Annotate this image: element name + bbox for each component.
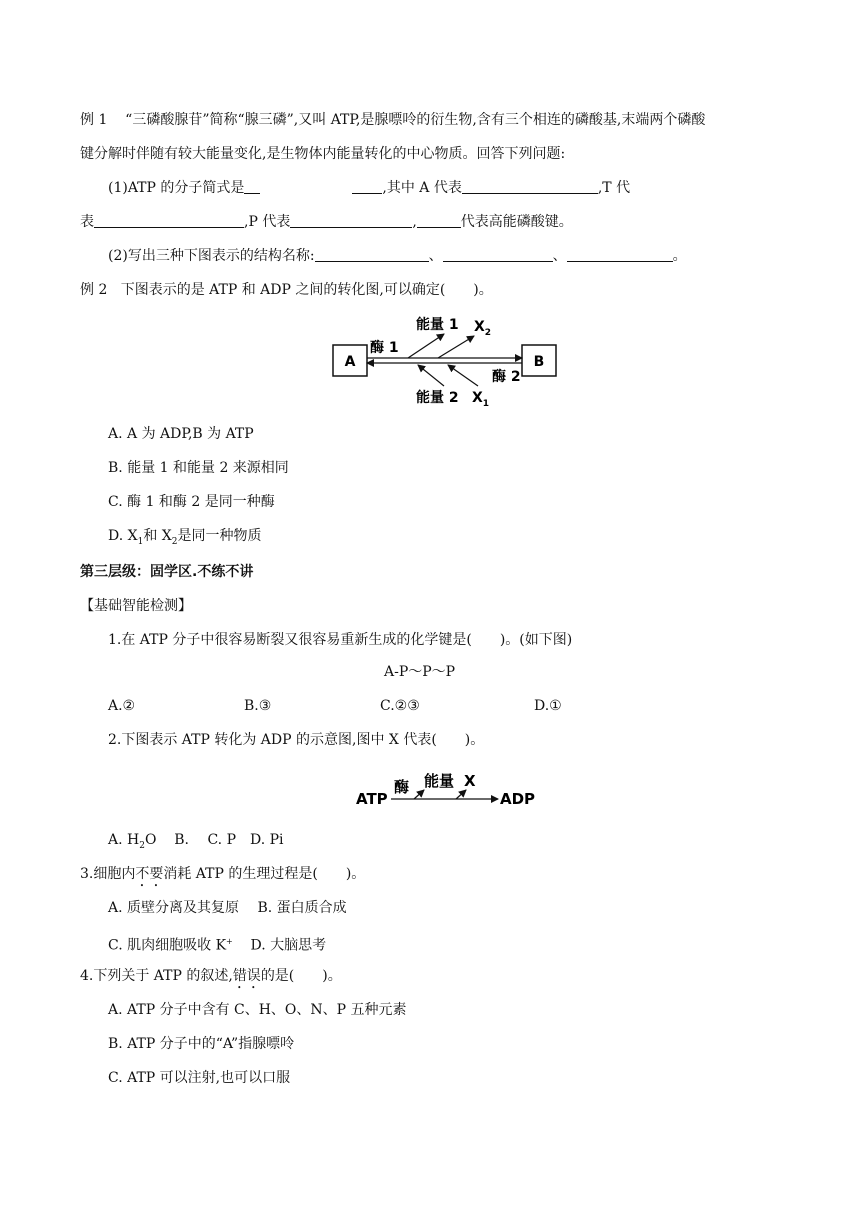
blank-structure-3[interactable] [567, 247, 673, 262]
q4-stem-post: 的是( )。 [260, 968, 342, 984]
ex1-q1-line [108, 178, 630, 198]
q4-stem-pre: 4.下列关于 ATP 的叙述, [80, 968, 233, 984]
enzyme1-label: 酶 1 [370, 340, 399, 356]
q4-option-c: C. ATP 可以注射,也可以口服 [108, 1070, 291, 1086]
q1-option-a: A.② [108, 698, 136, 714]
energy2-branch-arrow [418, 365, 444, 386]
blank-a-means[interactable] [462, 179, 598, 194]
section-sub-title: 【基础智能检测】 [80, 598, 192, 614]
atp-adp-conversion-diagram [326, 314, 562, 408]
ex1-q2-line [108, 246, 687, 266]
q3-options-cd [108, 932, 326, 956]
ex1-q1-g: 代表高能磷酸键。 [460, 214, 573, 230]
ex2-stem-line [80, 280, 493, 300]
energy2-label: 能量 2 [416, 390, 459, 406]
q2-stem: 2.下图表示 ATP 转化为 ADP 的示意图,图中 X 代表( )。 [108, 732, 485, 748]
ex2-option-a: A. A 为 ADP,B 为 ATP [108, 426, 254, 442]
q3-option-c-sup: + [226, 937, 233, 946]
q3-emphasis: 不要 [135, 866, 164, 882]
energy-label: 能量 [424, 772, 455, 790]
blank-bond-symbol[interactable] [417, 213, 461, 228]
q2-options-rest: B. C. P D. Pi [174, 832, 284, 848]
q3-option-c: C. 肌肉细胞吸收 K [108, 937, 227, 954]
blank-structure-1[interactable] [315, 247, 429, 262]
x1-branch-arrow [448, 365, 478, 386]
ex1-q2-a: (2)写出三种下图表示的结构名称: [108, 248, 315, 264]
period: 。 [672, 248, 687, 264]
q3-options-ab: A. 质壁分离及其复原 B. 蛋白质合成 [108, 900, 347, 916]
ex2-option-d-sub1: 1 [137, 536, 144, 547]
x-label: X [464, 772, 476, 790]
q2-option-a: A. H [108, 832, 140, 848]
q3-stem [80, 864, 365, 890]
q2-option-a-tail: O [144, 832, 157, 848]
ex2-option-d-b: 和 X [143, 528, 172, 544]
box-a-label: A [344, 354, 356, 370]
q1-formula: A-P～P～P [384, 664, 456, 680]
ex1-q1-c: ,T 代 [597, 180, 631, 196]
enzyme2-label: 酶 2 [492, 369, 521, 385]
q3-stem-post: 消耗 ATP 的生理过程是( )。 [163, 866, 366, 882]
separator: 、 [552, 248, 567, 264]
q2-option-a-sub: 2 [139, 840, 145, 851]
section-level-title: 第三层级：固学区.不练不讲 [80, 564, 254, 580]
q1-option-c: C.②③ [380, 698, 420, 714]
q3-stem-pre: 3.细胞内 [80, 866, 136, 882]
x1-label: $X_1$ [472, 390, 490, 408]
ex1-q1-line2 [80, 212, 573, 232]
separator: 、 [428, 248, 443, 264]
blank-formula-2[interactable] [352, 179, 382, 194]
blank-t-means[interactable] [94, 213, 244, 228]
ex2-option-d-sub2: 2 [171, 536, 178, 547]
ex1-q1-d: 表 [80, 214, 94, 230]
q2-options [108, 830, 284, 856]
ex2-option-b: B. 能量 1 和能量 2 来源相同 [108, 460, 289, 476]
q1-option-d: D.① [534, 698, 562, 714]
x-branch-arrow [456, 790, 466, 799]
energy1-branch-arrow [408, 334, 444, 358]
atp-label: ATP [356, 790, 388, 808]
x2-branch-arrow [438, 336, 474, 358]
energy1-label: 能量 1 [416, 317, 459, 333]
blank-formula-1[interactable] [244, 179, 260, 194]
q4-stem [80, 966, 342, 992]
ex2-option-c: C. 酶 1 和酶 2 是同一种酶 [108, 494, 275, 510]
adp-label: ADP [500, 790, 536, 808]
ex2-option-d-c: 是同一种物质 [177, 528, 262, 544]
ex1-line1-text: “三磷酸腺苷”简称“腺三磷”,又叫 ATP,是腺嘌呤的衍生物,含有三个相连的磷酸基,末端两个磷酸 [125, 112, 706, 128]
q1-stem: 1.在 ATP 分子中很容易断裂又很容易重新生成的化学键是( )。(如下图) [108, 632, 573, 648]
q1-option-b: B.③ [244, 698, 272, 714]
box-b-label: B [533, 354, 545, 370]
ex2-label: 例 2 [80, 282, 108, 298]
ex1-q1-a: (1)ATP 的分子简式是 [108, 180, 245, 196]
ex1-q1-b: ,其中 A 代表 [382, 180, 462, 196]
ex1-line2: 键分解时伴随有较大能量变化,是生物体内能量转化的中心物质。回答下列问题: [80, 146, 566, 162]
q4-option-b: B. ATP 分子中的“A”指腺嘌呤 [108, 1036, 295, 1052]
ex2-option-d-a: D. X [108, 528, 138, 544]
ex2-stem: 下图表示的是 ATP 和 ADP 之间的转化图,可以确定( )。 [120, 282, 493, 298]
enzyme-label: 酶 [394, 778, 410, 796]
ex1-label: 例 1 [80, 112, 108, 128]
ex2-option-d [108, 526, 261, 552]
ex1-line1 [80, 110, 705, 130]
atp-to-adp-diagram [356, 766, 536, 812]
ex1-q1-f: , [412, 214, 417, 230]
q4-option-a: A. ATP 分子中含有 C、H、O、N、P 五种元素 [108, 1002, 407, 1018]
q3-option-d: D. 大脑思考 [250, 937, 327, 954]
ex1-q1-e: ,P 代表 [244, 214, 291, 230]
q4-emphasis: 错误 [232, 968, 261, 984]
energy-branch-arrow [414, 790, 424, 799]
x2-label: $X_2$ [474, 319, 492, 338]
blank-p-means[interactable] [290, 213, 412, 228]
blank-structure-2[interactable] [443, 247, 553, 262]
